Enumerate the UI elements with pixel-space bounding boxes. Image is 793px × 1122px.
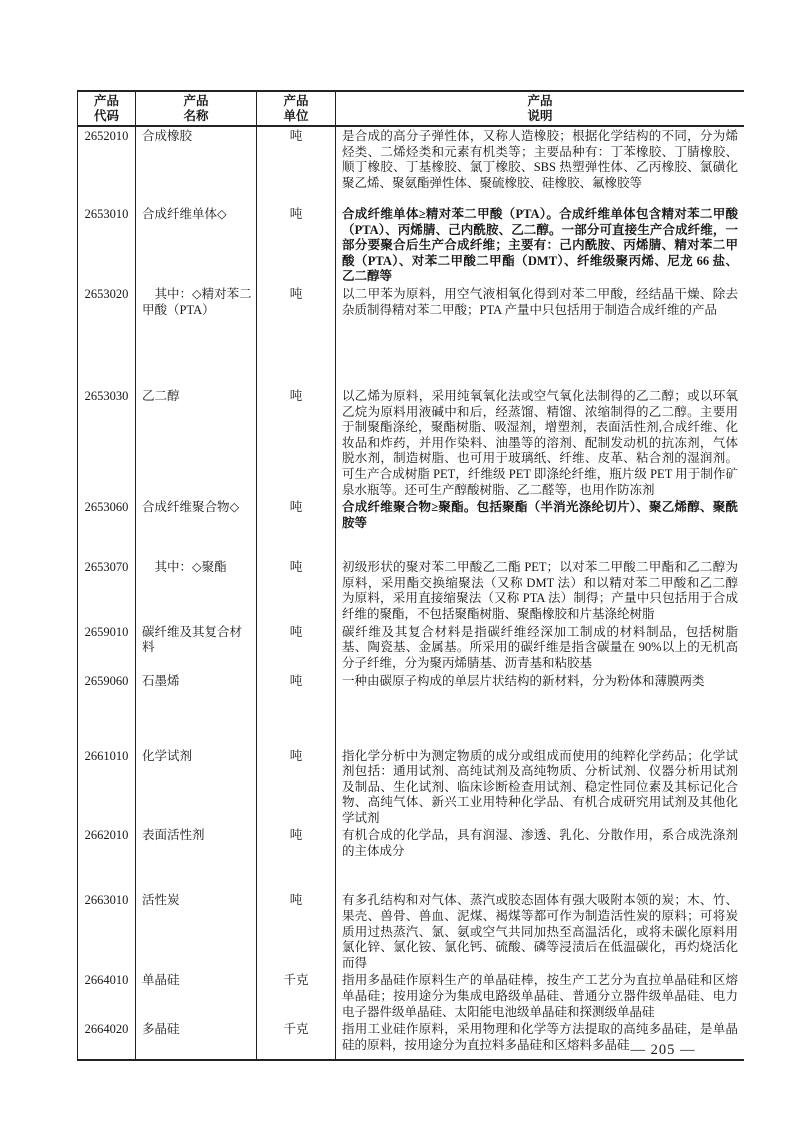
header-line: 名称 bbox=[183, 108, 209, 123]
cell-product-name: 合成纤维单体◇ bbox=[136, 205, 257, 285]
cell-product-code: 2664020 bbox=[78, 1020, 136, 1059]
cell-product-unit: 吨 bbox=[257, 747, 336, 827]
header-line: 代码 bbox=[93, 108, 119, 123]
table-row bbox=[78, 127, 744, 205]
cell-product-unit: 吨 bbox=[257, 623, 336, 672]
header-cell bbox=[78, 92, 136, 125]
cell-product-code: 2652010 bbox=[78, 127, 136, 205]
table-row bbox=[78, 747, 744, 827]
table-row bbox=[78, 387, 744, 498]
table-body bbox=[78, 127, 744, 1059]
cell-product-unit: 千克 bbox=[257, 971, 336, 1020]
cell-product-unit: 吨 bbox=[257, 127, 336, 205]
table-row bbox=[78, 205, 744, 285]
header-cell bbox=[336, 92, 744, 125]
product-classification-table bbox=[77, 90, 744, 1061]
header-line: 产品 bbox=[283, 93, 309, 108]
header-line: 产品 bbox=[183, 93, 209, 108]
cell-product-code: 2661010 bbox=[78, 747, 136, 827]
cell-product-description: 有多孔结构和对气体、蒸汽或胶态固体有强大吸附本领的炭；木、竹、果壳、兽骨、兽血、泥煤、褐煤等都可作为制造活性炭的原料；可将炭质用过热蒸汽、氯、氨或空气共同加热至高温活化，或将未碳化原料用氯化锌、氯化铵、氯化钙、硫酸、磷等浸渍后在低温碳化，再灼烧活化而得 bbox=[342, 893, 738, 970]
cell-product-description: 合成纤维单体≥精对苯二甲酸（PTA）。合成纤维单体包含精对苯二甲酸（PTA）、丙烯腈、己内酰胺、乙二醇。一部分可直接生产合成纤维，一部分要聚合后生产合成纤维；主要有：己内酰胺、丙烯腈、精对苯二甲酸（PTA）、对苯二甲酸二甲酯（DMT）、纤维级聚丙烯、尼龙 66 盐、乙二醇等 bbox=[342, 207, 738, 284]
cell-product-description: 有机合成的化学品，具有润湿、渗透、乳化、分散作用，系合成洗涤剂的主体成分 bbox=[342, 828, 738, 859]
table-row bbox=[78, 623, 744, 672]
cell-product-unit: 吨 bbox=[257, 558, 336, 622]
cell-product-name: 活性炭 bbox=[136, 891, 257, 971]
table-row bbox=[78, 971, 744, 1020]
cell-product-code: 2659060 bbox=[78, 672, 136, 747]
table-row bbox=[78, 891, 744, 971]
cell-product-unit: 吨 bbox=[257, 672, 336, 747]
cell-product-unit: 吨 bbox=[257, 891, 336, 971]
table-row bbox=[78, 285, 744, 387]
header-line: 产品 bbox=[527, 93, 553, 108]
header-line: 说明 bbox=[527, 108, 553, 123]
header-line: 单位 bbox=[283, 108, 309, 123]
cell-product-code: 2653030 bbox=[78, 387, 136, 498]
cell-product-description: 指用工业硅作原料，采用物理和化学等方法提取的高纯多晶硅，是单晶硅的原料，按用途分为直拉料多晶硅和区熔料多晶硅 bbox=[342, 1022, 738, 1052]
cell-product-description: 碳纤维及其复合材料是指碳纤维经深加工制成的材料制品，包括树脂基、陶瓷基、金属基。所采用的碳纤维是指含碳量在 90%以上的无机高分子纤维，分为聚丙烯腈基、沥青基和粘胶基 bbox=[342, 624, 738, 670]
cell-product-unit: 千克 bbox=[257, 1020, 336, 1059]
cell-product-description: 指用多晶硅作原料生产的单晶硅棒，按生产工艺分为直拉单晶硅和区熔单晶硅；按用途分为集成电路级单晶硅、普通分立器件级单晶硅、电力电子器件级单晶硅、太阳能电池级单晶硅和探测级单晶硅 bbox=[342, 973, 738, 1019]
cell-product-name: 多晶硅 bbox=[136, 1020, 257, 1059]
cell-product-name: 单晶硅 bbox=[136, 971, 257, 1020]
table-row bbox=[78, 672, 744, 747]
table-header-row bbox=[78, 92, 744, 127]
cell-product-code: 2663010 bbox=[78, 891, 136, 971]
cell-product-description: 指化学分析中为测定物质的成分或组成而使用的纯粹化学药品；化学试剂包括：通用试剂、高纯试剂及高纯物质、分析试剂、仪器分析用试剂及制品、生化试剂、临床诊断检查用试剂、稳定性同位素及其标记化合物、高纯气体、新兴工业用特种化学品、有机合成研究用试剂及其他化学试剂 bbox=[342, 748, 738, 825]
page-number: — 205 — bbox=[630, 1042, 696, 1058]
cell-product-description: 是合成的高分子弹性体，又称人造橡胶；根据化学结构的不同，分为烯烃类、二烯烃类和元素有机类等；主要品种有：丁苯橡胶、丁腈橡胶、顺丁橡胶、丁基橡胶、氯丁橡胶、SBS 热塑弹性体、乙丙橡胶、氯磺化聚乙烯、聚氨酯弹性体、聚硫橡胶、硅橡胶、氟橡胶等 bbox=[342, 129, 738, 190]
cell-product-code: 2653020 bbox=[78, 285, 136, 387]
cell-product-name: 其中：◇聚酯 bbox=[136, 558, 257, 622]
header-cell bbox=[257, 92, 336, 125]
table-row bbox=[78, 498, 744, 558]
header-line: 产品 bbox=[93, 93, 119, 108]
cell-product-name: 合成橡胶 bbox=[136, 127, 257, 205]
cell-product-description: 以二甲苯为原料，用空气液相氧化得到对苯二甲酸，经结晶干燥、除去杂质制得精对苯二甲酸；PTA 产量中只包括用于制造合成纤维的产品 bbox=[342, 286, 738, 317]
cell-product-name: 合成纤维聚合物◇ bbox=[136, 498, 257, 558]
cell-product-name: 其中：◇精对苯二甲酸（PTA） bbox=[136, 285, 257, 387]
cell-product-code: 2659010 bbox=[78, 623, 136, 672]
cell-product-name: 化学试剂 bbox=[136, 747, 257, 827]
cell-product-unit: 吨 bbox=[257, 285, 336, 387]
cell-product-description: 以乙烯为原料，采用纯氧氧化法或空气氧化法制得的乙二醇；或以环氧乙烷为原料用液碱中和后，经蒸馏、精馏、浓缩制得的乙二醇。主要用于制聚酯涤纶，聚酯树脂、吸湿剂，增塑剂，表面活性剂,合成纤维、化妆品和炸药，并用作染料、油墨等的溶剂、配制发动机的抗冻剂，气体脱水剂，制造树脂、也可用于玻璃纸、纤维、皮革、粘合剂的湿润剂。可生产合成树脂 PET，纤维级 PET 即涤纶纤维，瓶片级 PET 用于制作矿泉水瓶等。还可生产醇酸树脂、乙二醛等，也用作防冻剂 bbox=[342, 388, 738, 497]
cell-product-unit: 吨 bbox=[257, 205, 336, 285]
cell-product-unit: 吨 bbox=[257, 387, 336, 498]
cell-product-unit: 吨 bbox=[257, 826, 336, 891]
cell-product-code: 2662010 bbox=[78, 826, 136, 891]
cell-product-description: 一种由碳原子构成的单层片状结构的新材料，分为粉体和薄膜两类 bbox=[342, 673, 705, 688]
cell-product-code: 2653010 bbox=[78, 205, 136, 285]
table-row bbox=[78, 826, 744, 891]
cell-product-code: 2653070 bbox=[78, 558, 136, 622]
cell-product-unit: 吨 bbox=[257, 498, 336, 558]
header-cell bbox=[136, 92, 257, 125]
cell-product-code: 2653060 bbox=[78, 498, 136, 558]
cell-product-name: 石墨烯 bbox=[136, 672, 257, 747]
cell-product-name: 乙二醇 bbox=[136, 387, 257, 498]
cell-product-name: 表面活性剂 bbox=[136, 826, 257, 891]
cell-product-description: 初级形状的聚对苯二甲酸乙二酯 PET；以对苯二甲酸二甲酯和乙二醇为原料，采用酯交换缩聚法（又称 DMT 法）和以精对苯二甲酸和乙二醇为原料，采用直接缩聚法（又称 PTA 法）制得；产量中只包括用于合成纤维的聚酯，不包括聚酯树脂、聚酯橡胶和片基涤纶树脂 bbox=[342, 560, 738, 621]
cell-product-description: 合成纤维聚合物≥聚酯。包括聚酯（半消光涤纶切片）、聚乙烯醇、聚酰胺等 bbox=[342, 500, 738, 530]
table-row bbox=[78, 558, 744, 622]
cell-product-code: 2664010 bbox=[78, 971, 136, 1020]
cell-product-name: 碳纤维及其复合材料 bbox=[136, 623, 257, 672]
